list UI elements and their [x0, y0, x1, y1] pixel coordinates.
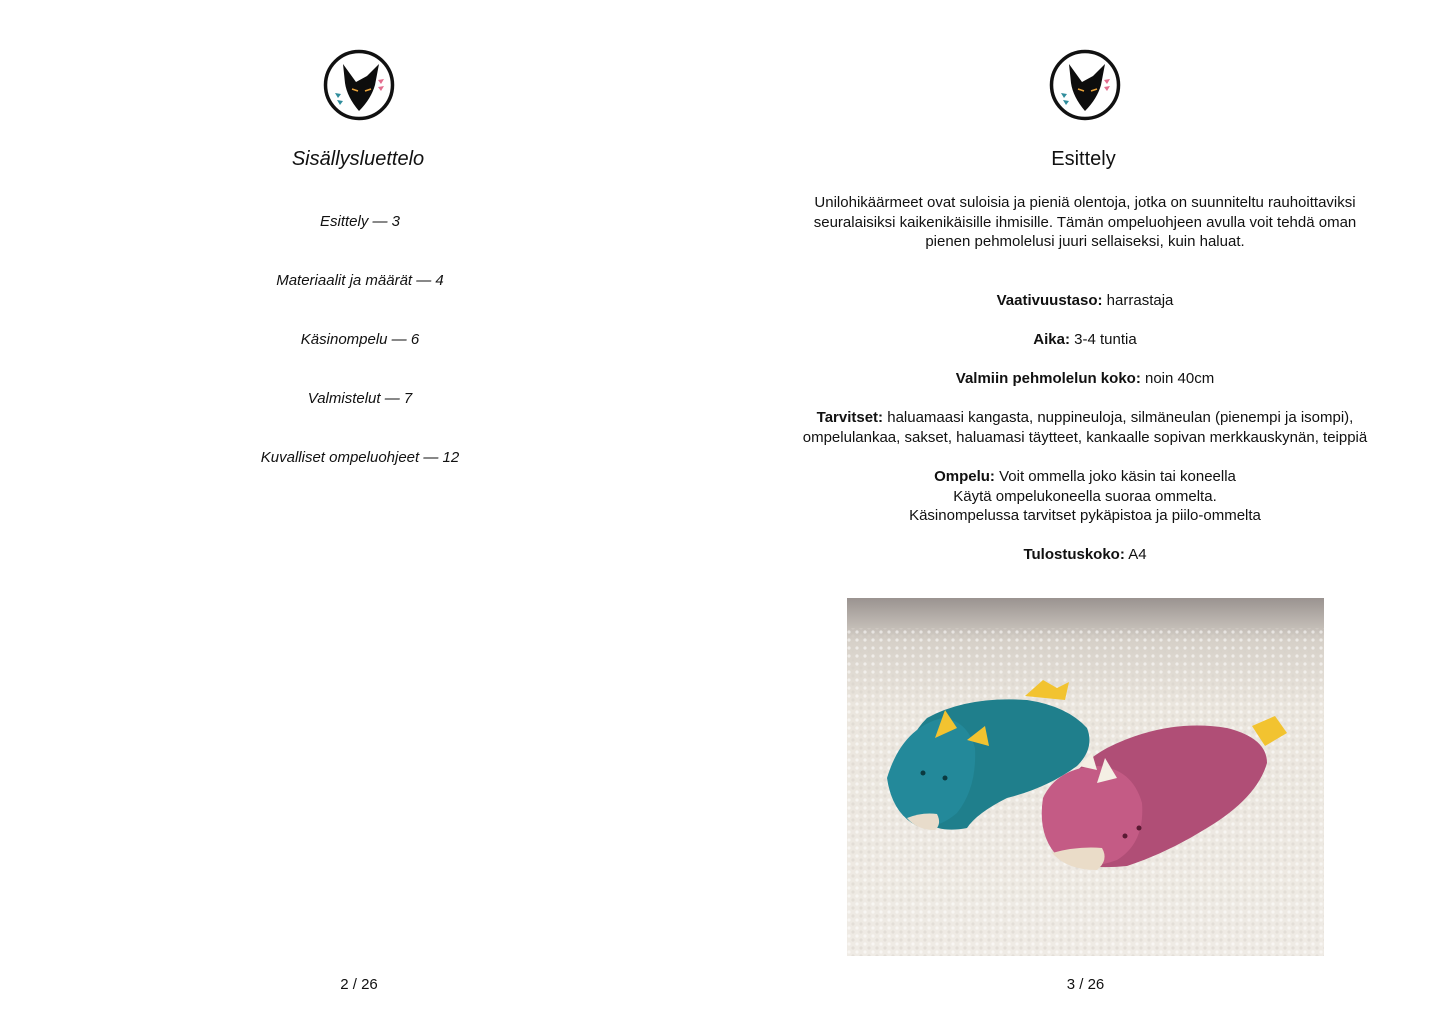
- toc-item-materiaalit[interactable]: Materiaalit ja määrät — 4: [276, 272, 444, 289]
- page-number: 2 / 26: [340, 976, 378, 993]
- info-time: [782, 330, 1388, 350]
- info-supplies: [782, 408, 1388, 447]
- info-label: Vaativuustaso:: [996, 292, 1103, 309]
- toc-item-kasinompelu[interactable]: Käsinompelu — 6: [300, 331, 420, 348]
- intro-paragraph: Unilohikäärmeet ovat suloisia ja pieniä olentoja, jotka on suunniteltu rauhoittaviksi seuralaisiksi kaikenikäisille ihmisille. Tämän ompeluohjeen avulla voit tehdä oman pienen pehmolelusi juuri sellaiseksi, kuin haluat.: [813, 194, 1357, 251]
- toc-title: Sisällysluettelo: [291, 148, 425, 170]
- info-value: 3-4 tuntia: [1074, 331, 1137, 348]
- info-label: Valmiin pehmolelun koko:: [955, 370, 1141, 387]
- info-value: haluamaasi kangasta, nuppineuloja, silmäneulan (pienempi ja isompi), ompelulankaa, sakset, haluamasi täytteet, kankaalle sopivan merkkauskynän, teippiä: [802, 409, 1368, 446]
- fox-logo-icon: [1049, 49, 1121, 121]
- page-number: 3 / 26: [1066, 976, 1105, 993]
- info-value: noin 40cm: [1145, 370, 1215, 387]
- info-value: Voit ommella joko käsin tai koneella: [999, 468, 1236, 485]
- info-label: Ompelu:: [934, 468, 995, 485]
- toc-item-ompeluohjeet[interactable]: Kuvalliset ompeluohjeet — 12: [260, 449, 460, 466]
- info-print-size: [782, 545, 1388, 565]
- info-value: harrastaja: [1106, 292, 1174, 309]
- info-label: Tulostuskoko:: [1023, 546, 1125, 563]
- info-label: Tarvitset:: [816, 409, 884, 426]
- left-page: [0, 0, 722, 1023]
- plush-dragons-photo: [847, 598, 1324, 956]
- section-title: Esittely: [1051, 148, 1116, 170]
- info-sewing: [782, 467, 1388, 526]
- info-label: Aika:: [1033, 331, 1070, 348]
- info-value: Käytä ompelukoneella suoraa ommelta.: [953, 487, 1217, 505]
- info-difficulty: [782, 291, 1388, 311]
- toc-item-esittely[interactable]: Esittely — 3: [319, 213, 401, 230]
- fox-logo-icon: [323, 49, 395, 121]
- info-value: Käsinompelussa tarvitset pykäpistoa ja piilo-ommelta: [909, 507, 1261, 525]
- info-value: A4: [1128, 546, 1147, 563]
- right-page: [722, 0, 1445, 1023]
- toc-item-valmistelut[interactable]: Valmistelut — 7: [307, 390, 413, 407]
- info-size: [782, 369, 1388, 389]
